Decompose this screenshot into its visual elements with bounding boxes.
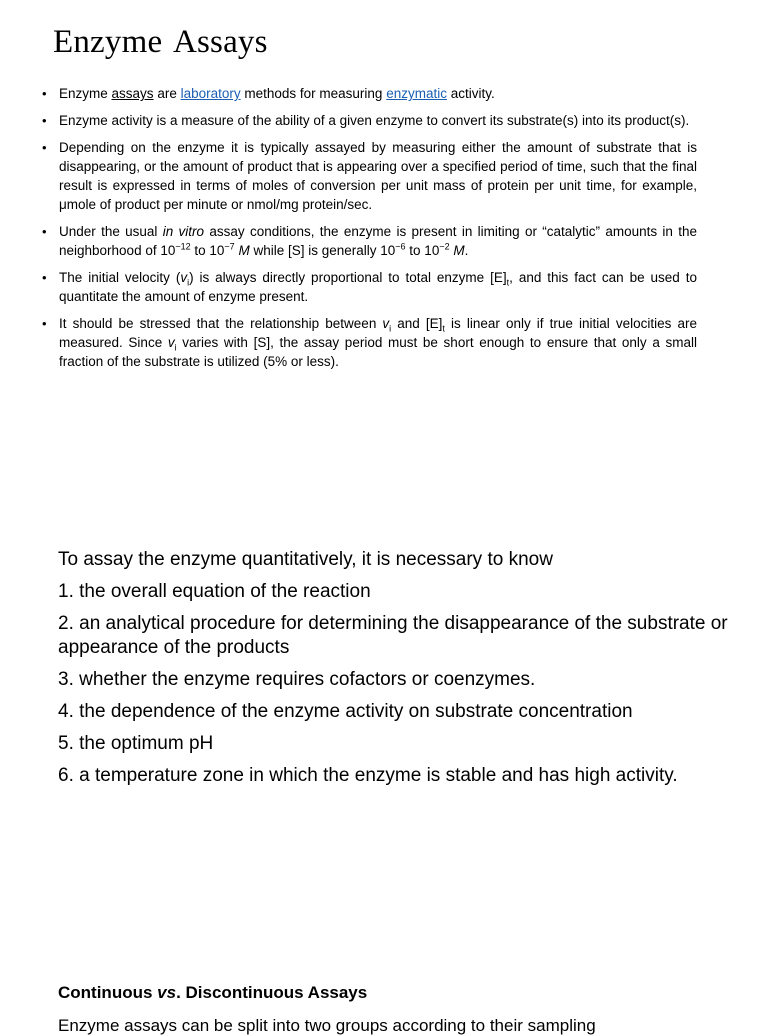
text-span: varies with [S], the assay period must be short enough to ensure that only a small fraction of the substrate is utilized (5% or less). <box>59 335 697 369</box>
bullet-item <box>42 84 697 103</box>
text-span: It should be stressed that the relationship between <box>59 316 383 331</box>
text-span: to 10 <box>405 243 440 258</box>
bullet-list <box>42 84 697 379</box>
list-item: 1. the overall equation of the reaction <box>58 581 371 602</box>
bullet-icon: • <box>42 270 47 285</box>
cut-off-paragraph: Enzyme assays can be split into two groups according to their sampling <box>58 1016 596 1035</box>
laboratory-link[interactable]: laboratory <box>180 86 241 101</box>
text-span: . <box>464 243 469 258</box>
text-span: are <box>153 86 181 101</box>
text-span: to 10 <box>190 243 225 258</box>
subscript: t <box>506 277 510 288</box>
subscript: t <box>442 323 445 334</box>
bullet-item <box>42 138 697 214</box>
heading-text: Continuous <box>58 983 158 1002</box>
text-span: is linear only if true initial velocities are measured. Since <box>59 316 697 350</box>
bullet-item <box>42 268 697 306</box>
exponent: −12 <box>175 241 191 252</box>
bullet-text: Depending on the enzyme it is typically assayed by measuring either the amount of substrate that is disappearing, or the amount of product that is appearing over a specified period of time, such that the final result is expressed in terms of moles of conversion per unit mass of protein per unit time, for example, μmole of product per minute or nmol/mg protein/sec. <box>59 140 697 212</box>
text-span: assay conditions, the enzyme is present in limiting or “catalytic” amounts in the neighborhood of 10 <box>59 224 698 258</box>
bullet-item <box>42 222 697 260</box>
subscript: i <box>174 342 177 353</box>
exponent: −2 <box>439 241 450 252</box>
assay-requirements <box>58 548 728 796</box>
bullet-item <box>42 314 697 371</box>
bullet-text: Enzyme activity is a measure of the ability of a given enzyme to convert its substrate(s) into its product(s). <box>59 113 690 128</box>
molar-unit: M <box>238 243 250 258</box>
page-title: Enzyme Assays <box>53 24 268 60</box>
text-span: while [S] is generally 10 <box>249 243 396 258</box>
bullet-icon: • <box>42 224 47 239</box>
list-item: 2. an analytical procedure for determining the disappearance of the substrate or appearance of the products <box>58 613 728 658</box>
list-item: 6. a temperature zone in which the enzyme is stable and has high activity. <box>58 765 678 786</box>
list-item: 4. the dependence of the enzyme activity on substrate concentration <box>58 701 633 722</box>
text-span: methods for measuring <box>240 86 387 101</box>
list-item: 3. whether the enzyme requires cofactors or coenzymes. <box>58 669 536 690</box>
section-heading <box>58 983 367 1003</box>
subscript: i <box>187 277 190 288</box>
text-span: The initial velocity ( <box>59 270 181 285</box>
text-span: activity. <box>446 86 495 101</box>
text-span: Enzyme <box>59 86 112 101</box>
bullet-icon: • <box>42 316 47 331</box>
in-vitro-italic: in vitro <box>162 224 205 239</box>
velocity-symbol: v <box>167 335 175 350</box>
assays-word: assays <box>111 86 154 101</box>
molar-unit: M <box>453 243 465 258</box>
subscript: i <box>389 323 392 334</box>
velocity-symbol: v <box>382 316 390 331</box>
heading-vs: vs <box>157 983 177 1002</box>
bullet-icon: • <box>42 113 47 128</box>
bullet-item <box>42 111 697 130</box>
heading-text: . Discontinuous Assays <box>176 983 368 1002</box>
text-span: Under the usual <box>59 224 163 239</box>
exponent: −6 <box>395 241 406 252</box>
text-span: , and this fact can be used to quantitate the amount of enzyme present. <box>59 270 697 304</box>
text-span: and [E] <box>391 316 443 331</box>
bullet-icon: • <box>42 140 47 155</box>
text-span: ) is always directly proportional to total enzyme [E] <box>189 270 507 285</box>
exponent: −7 <box>224 241 235 252</box>
assay-intro: To assay the enzyme quantitatively, it is necessary to know <box>58 549 553 570</box>
list-item: 5. the optimum pH <box>58 733 214 754</box>
bullet-icon: • <box>42 86 47 101</box>
enzymatic-link[interactable]: enzymatic <box>386 86 447 101</box>
velocity-symbol: v <box>180 270 188 285</box>
